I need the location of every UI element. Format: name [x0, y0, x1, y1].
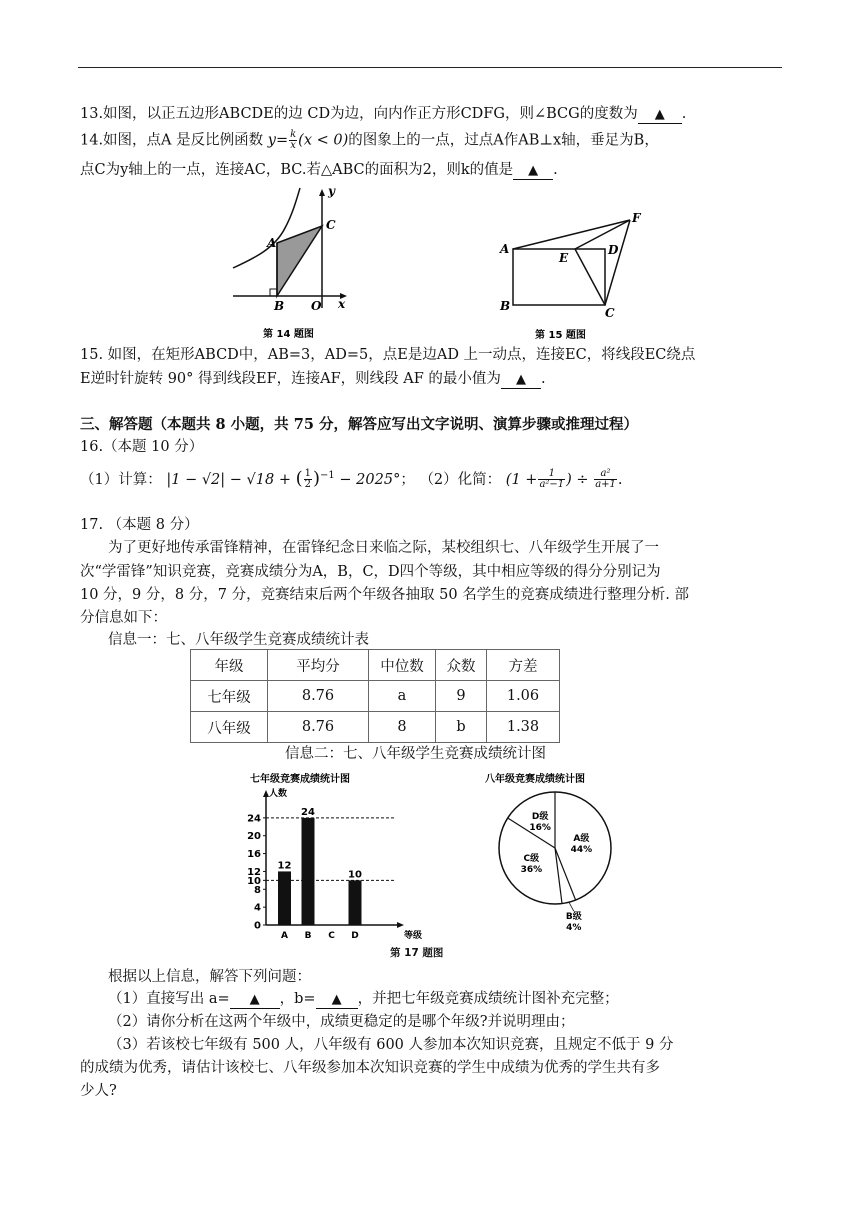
fraction-1-over-a2-minus-1: [538, 469, 565, 490]
pie-leader-line: [569, 902, 574, 911]
category-label: D: [351, 931, 359, 941]
pie-slice-label: A级: [573, 833, 590, 844]
figure-15-caption: 第 15 题图: [535, 330, 586, 341]
question-17-para-1: 为了更好地传承雷锋精神，在雷锋纪念日来临之际，某校组织七、八年级学生开展了一: [108, 540, 659, 556]
label-x: x: [338, 297, 346, 311]
question-14-line-1: [80, 130, 659, 151]
label-c: C: [326, 218, 336, 232]
answer-blank[interactable]: ▲: [501, 372, 541, 389]
denominator: 2: [304, 479, 312, 491]
segment-ec: [575, 249, 605, 305]
sub-1-text-b: ，b=: [279, 991, 316, 1007]
y-tick-label: 4: [254, 902, 261, 914]
question-17-para-4: 分信息如下：: [80, 610, 167, 626]
pie-slice-percent: 36%: [520, 865, 543, 876]
table-cell: 9: [436, 681, 487, 712]
table-header: 方差: [487, 650, 560, 681]
answer-blank-a[interactable]: ▲: [230, 992, 280, 1009]
label-b: B: [274, 299, 285, 313]
function-domain: (x < 0): [298, 132, 349, 149]
period: .: [681, 106, 687, 122]
figure-17-caption: 第 17 题图: [390, 947, 444, 959]
bar: [278, 871, 291, 925]
table-header: 年级: [191, 650, 268, 681]
y-tick-label: 0: [254, 920, 261, 932]
table-header: 众数: [436, 650, 487, 681]
bar: [349, 880, 362, 925]
numerator: 1: [304, 468, 312, 480]
label-c: C: [605, 306, 615, 320]
sub-question-2: （2）请你分析在这两个年级中，成绩更稳定的是哪个年级?并说明理由；: [108, 1014, 575, 1030]
table-cell: 8.76: [268, 712, 369, 743]
table-row: [191, 681, 560, 712]
part-1-expression-end: − 2025°: [339, 471, 401, 488]
category-label: A: [281, 931, 288, 941]
question-16-header: 16.（本题 10 分）: [80, 439, 204, 455]
y-tick-label: 8: [254, 884, 261, 896]
bar-value-label: 12: [277, 860, 292, 872]
info-1-title: 信息一：七、八年级学生竞赛成绩统计表: [108, 632, 369, 648]
question-17-header: 17. （本题 8 分）: [80, 517, 199, 533]
bar-chart-title: 七年级竞赛成绩统计图: [250, 774, 350, 785]
pie-slice-label: D级: [531, 812, 549, 823]
fraction-one-half: [304, 469, 312, 490]
grade-7-bar-chart: [240, 770, 440, 940]
part-2-open: (1 +: [505, 471, 538, 488]
sub-question-3-line-3: 少人?: [80, 1083, 117, 1099]
part-2-label: （2）化简：: [419, 471, 502, 488]
stats-table: [190, 649, 560, 743]
section-3-heading: 三、解答题（本题共 8 小题，共 75 分，解答应写出文字说明、演算步骤或推理过程）: [80, 416, 638, 433]
label-d: D: [608, 243, 619, 257]
x-axis-label: 等级: [404, 931, 423, 941]
grade-8-pie-chart: [485, 770, 655, 934]
pie-slice-percent: 16%: [529, 823, 551, 834]
part-1-expression: |1 − √2| − √18 +: [166, 471, 291, 488]
question-13-text: 13.如图，以正五边形ABCDE的边 CD为边，向内作正方形CDFG，则∠BCG的度数为: [80, 106, 638, 122]
question-17-para-3: 10 分，9 分，8 分，7 分，竞赛结束后两个年级各抽取 50 名学生的竞赛成绩进行整理分析. 部: [80, 587, 689, 603]
question-14-text-2: 点C为y轴上的一点，连接AC，BC.若△ABC的面积为2，则k的值是: [80, 162, 514, 178]
table-cell: 8: [369, 712, 436, 743]
segment-ef: [575, 220, 630, 249]
label-e: E: [559, 251, 569, 265]
figure-15: [495, 212, 645, 342]
sub-1-text: （1）直接写出 a=: [108, 991, 230, 1007]
table-header: 平均分: [268, 650, 369, 681]
numerator: a²: [594, 469, 617, 480]
question-17-prompt: 根据以上信息，解答下列问题：: [108, 969, 311, 985]
pie-slice-label: C级: [523, 854, 540, 865]
part-1-label: （1）计算：: [80, 471, 162, 488]
pie-slice-percent: 44%: [570, 844, 593, 855]
period: .: [617, 471, 623, 488]
info-2-title: 信息二：七、八年级学生竞赛成绩统计图: [285, 746, 546, 762]
label-a: A: [267, 236, 277, 250]
question-16-parts: （1）计算： |1 − √2| − √18 + ( $\frac{1}{2}$ )$^{-1}$ − 2025°； （2）化简： (1 + $\frac{1}{\text{a²−1}}$ ) ÷ $\frac{\text{a²}}{a+1}$ .: [80, 467, 623, 491]
answer-blank[interactable]: ▲: [638, 107, 682, 124]
question-15-text: 15. 如图，在矩形ABCD中，AB=3，AD=5，点E是边AD 上一动点，连接EC，将线段EC绕点: [80, 347, 696, 363]
period: .: [540, 371, 546, 387]
bar-value-label: 10: [348, 869, 362, 881]
numerator: 1: [538, 469, 565, 480]
label-o: O: [311, 299, 322, 313]
sub-question-3-line-2: 的成绩为优秀，请估计该校七、八年级参加本次知识竞赛的学生中成绩为优秀的学生共有多: [80, 1060, 660, 1076]
fraction-a2-over-a-plus-1: [594, 469, 617, 490]
table-cell: b: [436, 712, 487, 743]
bar: [302, 818, 315, 925]
period: .: [553, 162, 558, 178]
question-17-para-2: 次“学雷锋”知识竞赛，竞赛成绩分为A，B，C，D四个等级，其中相应等级的得分分别记为: [80, 564, 661, 580]
pie-slice-percent: 4%: [566, 923, 582, 934]
header-rule: [78, 67, 782, 68]
figure-14-caption: 第 14 题图: [263, 329, 314, 340]
question-14-line-2: [80, 160, 558, 180]
table-row: [191, 712, 560, 743]
question-15-line-2: [80, 369, 546, 389]
question-14-text-cont: 的图象上的一点，过点A作AB⊥x轴，垂足为B，: [348, 132, 659, 149]
label-f: F: [632, 211, 641, 225]
exponent: −1: [320, 470, 335, 481]
part-2-divide: ) ÷: [566, 471, 589, 488]
y-tick-label: 12: [247, 866, 261, 878]
separator: ；: [400, 471, 415, 488]
label-y: y: [328, 184, 335, 198]
denominator: a+1: [595, 479, 616, 491]
answer-blank-b[interactable]: ▲: [316, 992, 358, 1009]
function-name: y=: [267, 132, 289, 149]
question-15-text-2: E逆时针旋转 90° 得到线段EF，连接AF，则线段 AF 的最小值为: [80, 371, 501, 387]
right-angle-mark: [270, 289, 277, 296]
numerator: k: [290, 129, 297, 140]
denominator: a²−1: [539, 479, 565, 491]
y-axis-label: 人数: [269, 789, 288, 799]
table-cell: 七年级: [191, 681, 268, 712]
bar-value-label: 24: [301, 806, 315, 818]
y-tick-label: 10: [247, 875, 261, 887]
y-axis-arrow: [319, 189, 325, 196]
pie-chart-title: 八年级竞赛成绩统计图: [485, 774, 585, 785]
x-axis-arrow: [397, 922, 404, 928]
category-label: C: [328, 931, 335, 941]
figure-14: [225, 183, 375, 343]
y-tick-label: 20: [247, 831, 261, 843]
table-cell: a: [369, 681, 436, 712]
fraction-k-over-x: [289, 130, 297, 151]
table-cell: 1.38: [487, 712, 560, 743]
label-a: A: [500, 242, 510, 256]
sub-question-1: [108, 989, 619, 1009]
label-b: B: [500, 299, 511, 313]
table-cell: 8.76: [268, 681, 369, 712]
question-13: [80, 104, 686, 124]
category-label: B: [304, 931, 312, 941]
segment-fc: [605, 220, 630, 305]
question-15-line-1: [80, 345, 695, 365]
sub-1-text-c: ，并把七年级竞赛成绩统计图补充完整；: [357, 991, 619, 1007]
table-header-row: [191, 650, 560, 681]
sub-question-3-line-1: （3）若该校七年级有 500 人，八年级有 600 人参加本次知识竞赛，且规定不低于 9 分: [108, 1037, 674, 1053]
y-tick-label: 24: [247, 813, 261, 825]
denominator: x: [290, 140, 296, 151]
y-tick-label: 16: [247, 849, 261, 861]
question-14-text: 14.如图，点A 是反比例函数: [80, 132, 264, 149]
table-cell: 八年级: [191, 712, 268, 743]
table-cell: 1.06: [487, 681, 560, 712]
pie-slice-label: B级: [565, 912, 582, 923]
answer-blank[interactable]: ▲: [513, 163, 553, 180]
table-header: 中位数: [369, 650, 436, 681]
triangle-abc: [277, 226, 322, 296]
